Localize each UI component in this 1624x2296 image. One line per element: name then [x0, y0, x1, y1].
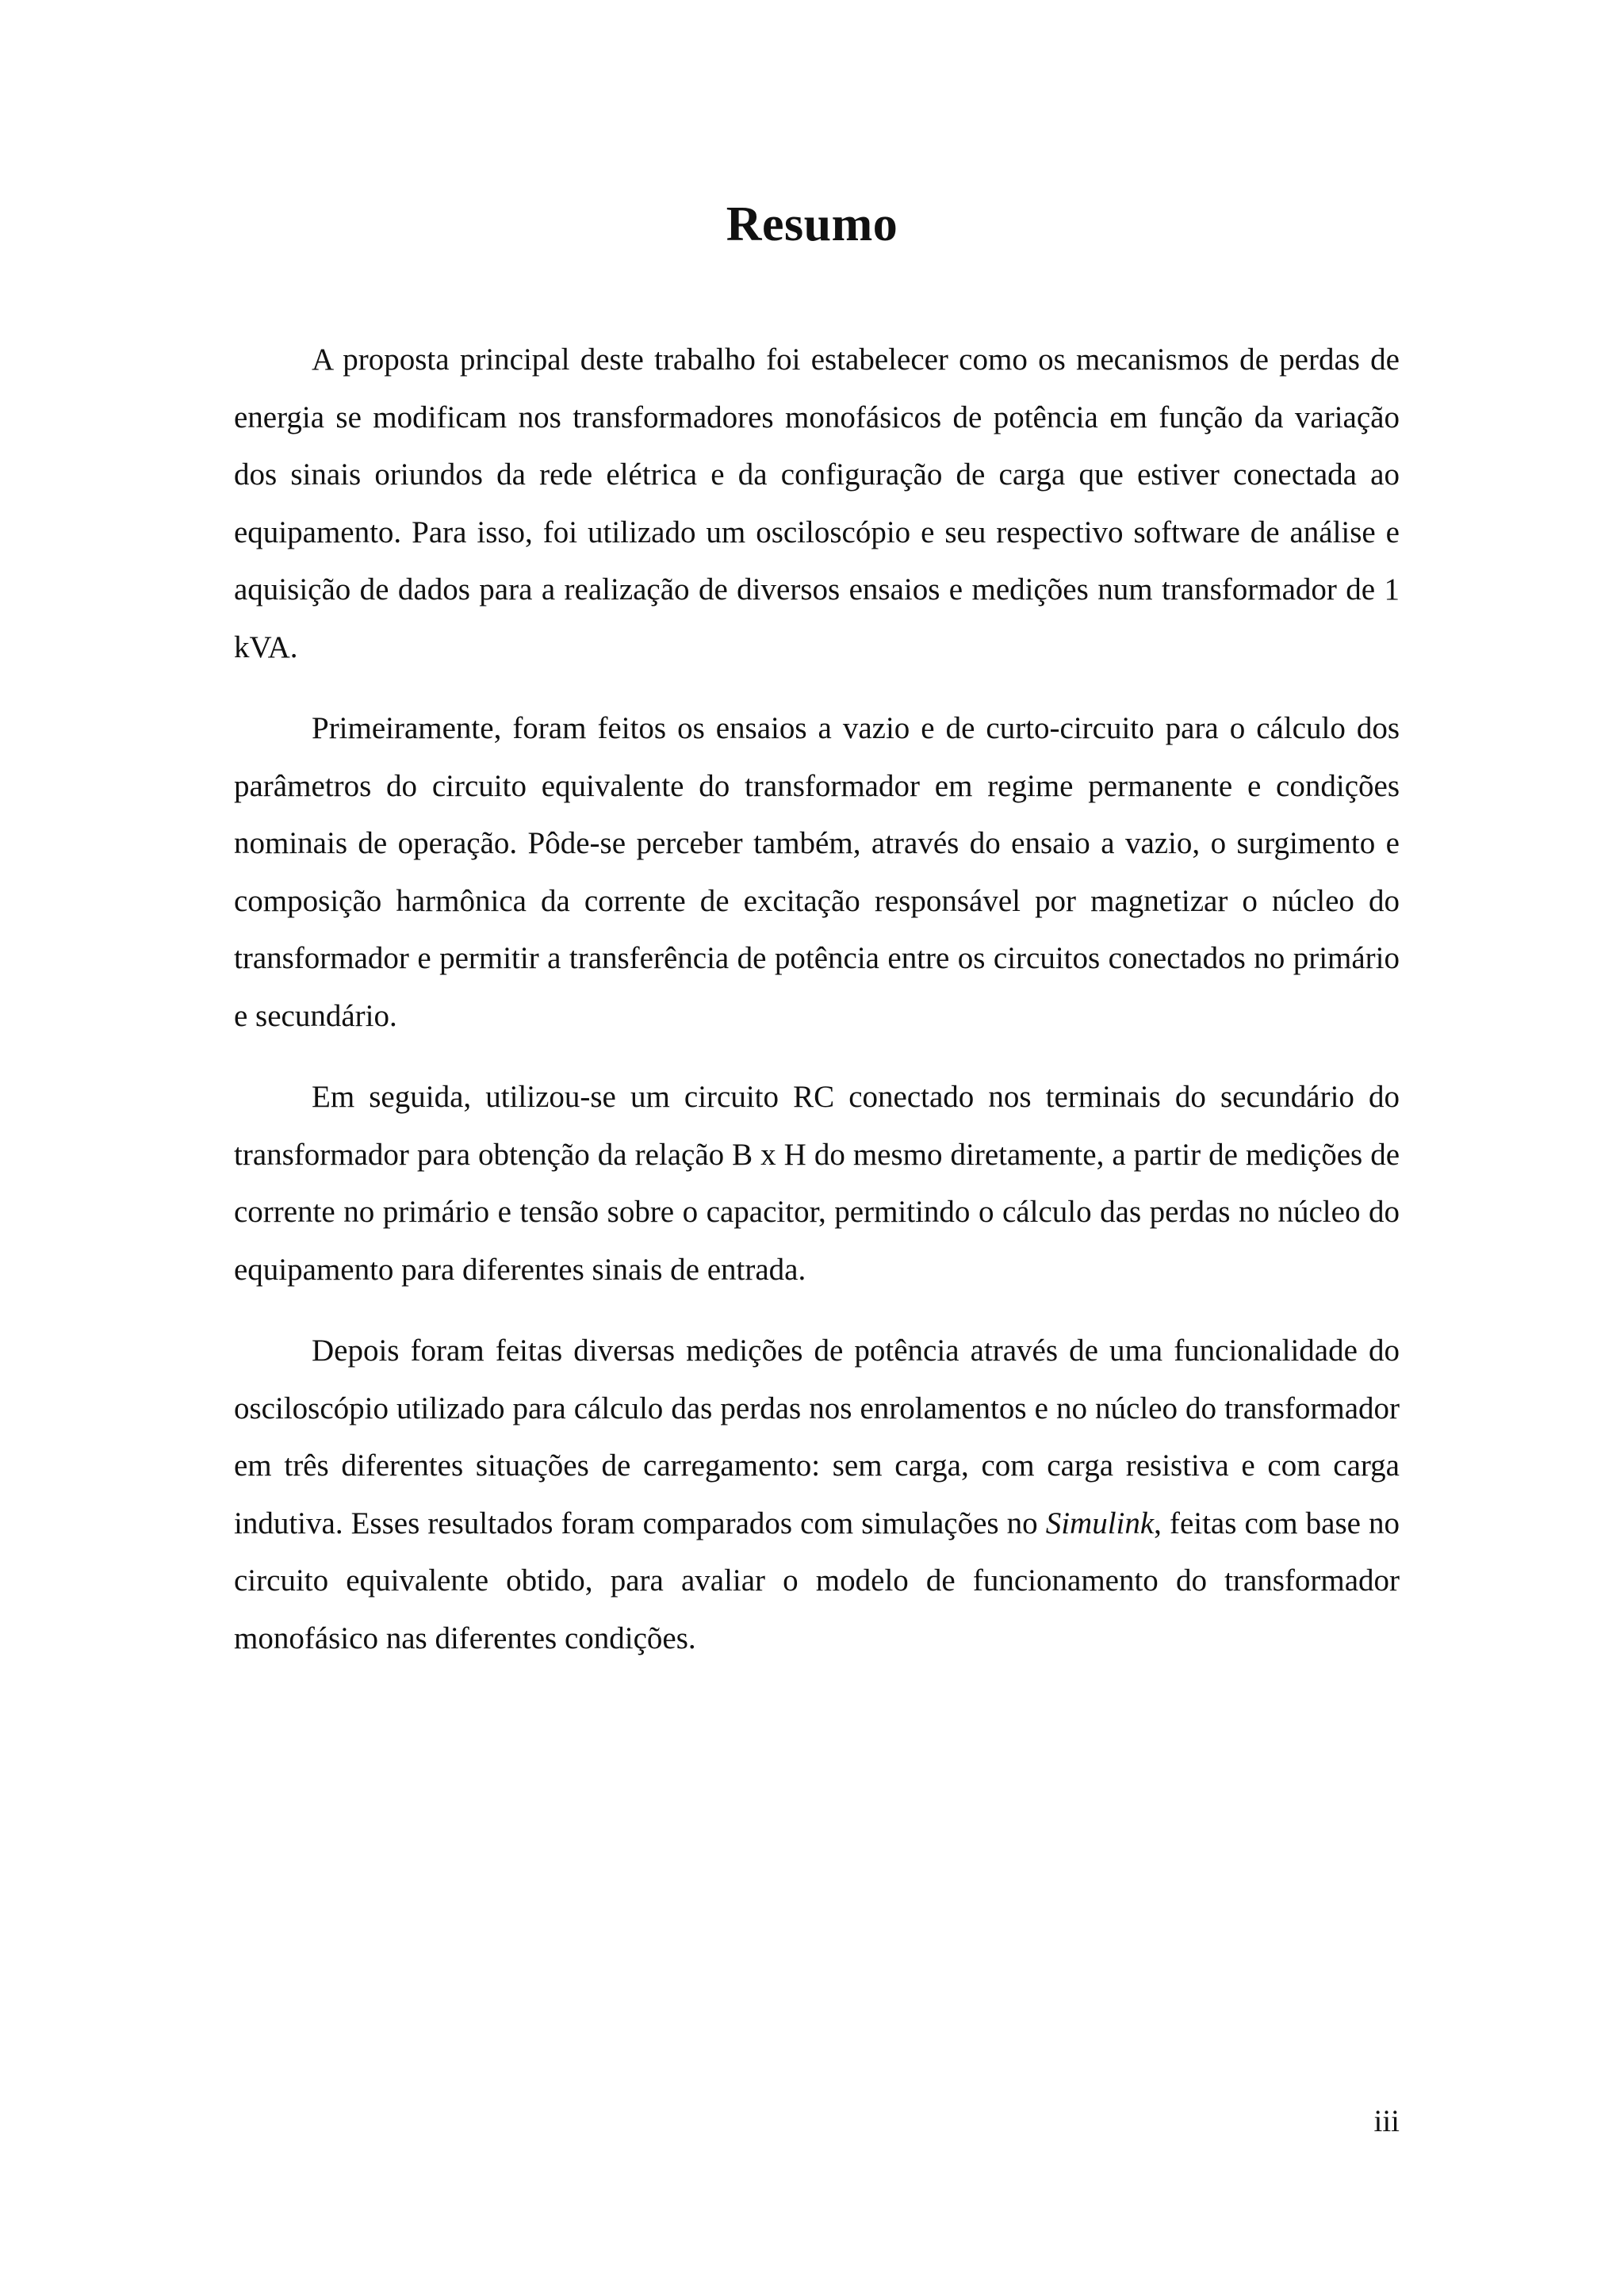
paragraph-1: A proposta principal deste trabalho foi estabelecer como os mecanismos de perdas de energia se modificam nos transformadores monofásicos de potência em função da variação dos sinais oriundos da rede elétrica e da configuração de carga que estiver conectada ao equipamento. Para isso, foi utilizado um osciloscópio e seu respectivo software de análise e aquisição de dados para a realização de diversos ensaios e medições num transformador de 1 kVA. — [234, 342, 1400, 664]
paragraph-3: Em seguida, utilizou-se um circuito RC conectado nos terminais do secundário do transformador para obtenção da relação B x H do mesmo diretamente, a partir de medições de corrente no primário e tensão sobre o capacitor, permitindo o cálculo das perdas no núcleo do equipamento para diferentes sinais de entrada. — [234, 1080, 1400, 1287]
paragraph-4 — [234, 1322, 1400, 1667]
paragraph-2: Primeiramente, foram feitos os ensaios a vazio e de curto-circuito para o cálculo dos parâmetros do circuito equivalente do transformador em regime permanente e condições nominais de operação. Pôde-se perceber também, através do ensaio a vazio, o surgimento e composição harmônica da corrente de excitação responsável por magnetizar o núcleo do transformador e permitir a transferência de potência entre os circuitos conectados no primário e secundário. — [234, 711, 1400, 1033]
page-title: Resumo — [726, 197, 898, 251]
paragraph-4-text-before: Depois foram feitas diversas medições de potência através de uma funcionalidade do osciloscópio utilizado para cálculo das perdas nos enrolamentos e no núcleo do transformador em três diferentes situações de carregamento: sem carga, com carga resistiva e com carga indutiva. Esses resultados foram comparados com simulações no — [234, 1334, 1400, 1540]
simulink-emphasis: Simulink — [1045, 1506, 1155, 1540]
page-number: iii — [1373, 2104, 1400, 2138]
paragraph-4-text-after: , feitas com base no circuito equivalente obtido, para avaliar o modelo de funcionamento do transformador monofásico nas diferentes condições. — [234, 1506, 1400, 1655]
abstract-body — [234, 331, 1400, 1691]
